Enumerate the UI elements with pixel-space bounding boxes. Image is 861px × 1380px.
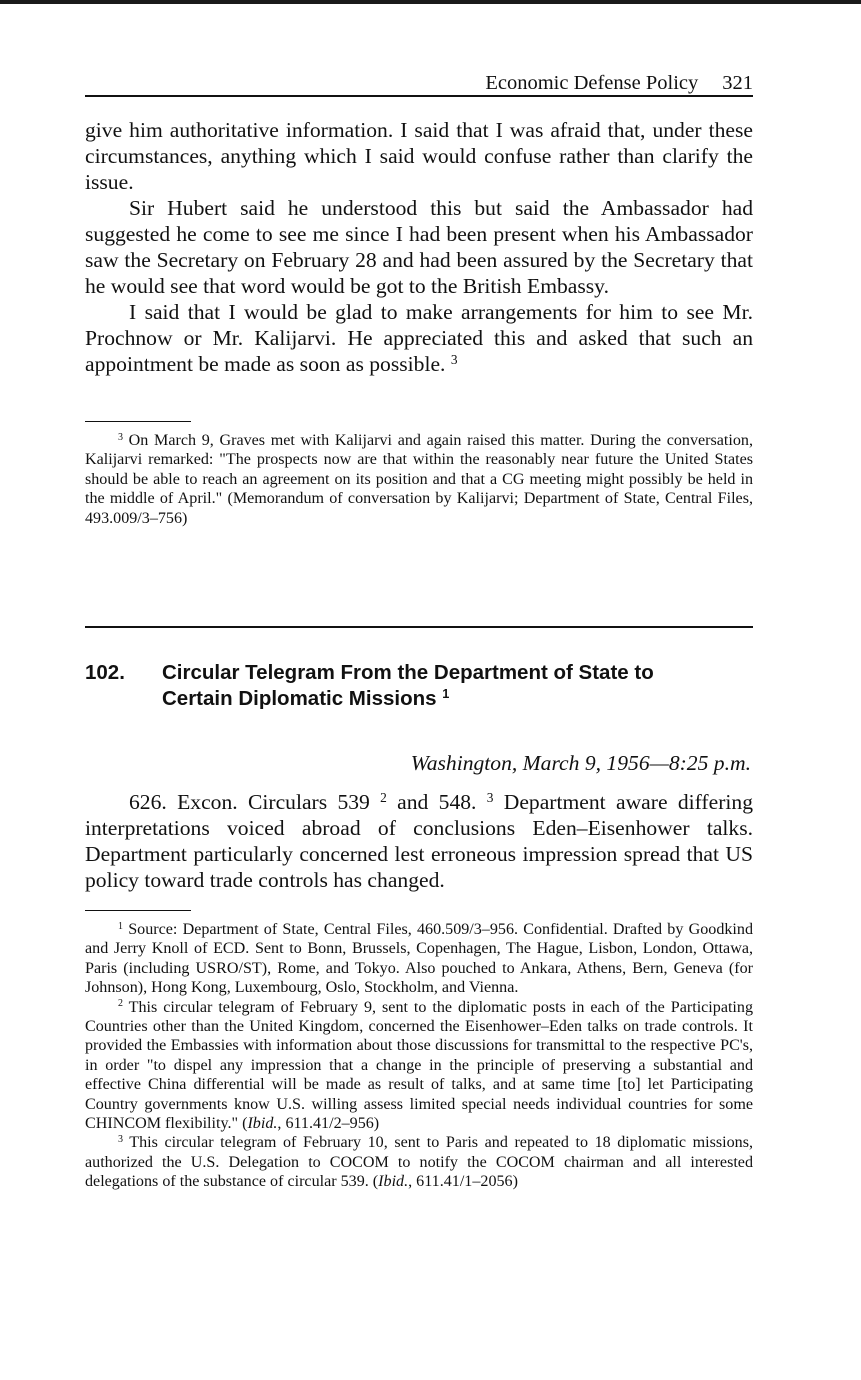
upper-body-text bbox=[85, 117, 753, 377]
paragraph-3 bbox=[85, 299, 753, 377]
document-title-text: Circular Telegram From the Department of State to Certain Diplomatic Missions bbox=[162, 661, 654, 710]
telegram-text-3: Department aware differing interpretations voiced abroad of conclusions Eden–Eisenhower talks. Department particularly concerned lest erroneous impression spread that US policy toward trade controls has changed. bbox=[85, 790, 753, 892]
section-divider bbox=[85, 626, 753, 628]
footnote-2 bbox=[85, 998, 753, 1134]
lower-footnotes bbox=[85, 920, 753, 1192]
footnote-3-upper bbox=[85, 431, 753, 528]
ibid-text: Ibid. bbox=[378, 1173, 409, 1191]
footnote-text: This circular telegram of February 9, sent to the diplomatic posts in each of the Participating Countries other than the United Kingdom, concerned the Eisenhower–Eden talks on trade controls. It provided the Embassies with information about those discussions for transmittal to the respective PC's, in order "to dispel any impression that a change in the principle of preserving a substantial and effective China differential will be made as result of talks, and at same time [to] let Participating Country governments know U.S. willing assess limited special needs individual countries for some CHINCOM flexibility." ( bbox=[85, 998, 753, 1133]
footnote-text-end: , 611.41/1–2056) bbox=[408, 1173, 518, 1191]
paragraph-1: give him authoritative information. I said that I was afraid that, under these circumstances, anything which I said would confuse rather than clarify the issue. bbox=[85, 118, 753, 194]
telegram-body bbox=[85, 789, 753, 893]
upper-footnotes bbox=[85, 431, 753, 528]
footnote-text: Source: Department of State, Central Files, 460.509/3–956. Confidential. Drafted by Goodkind and Jerry Knoll of ECD. Sent to Bonn, Brussels, Copenhagen, The Hague, Lisbon, London, Ottawa, Paris (including USRO/ST), Rome, and Tokyo. Also pouched to Ankara, Athens, Bern, Geneva (for Johnson), Hong Kong, Luxembourg, Oslo, Stockholm, and Vienna. bbox=[85, 921, 753, 997]
document-number: 102. bbox=[85, 661, 125, 684]
footnote-rule-upper bbox=[85, 421, 191, 422]
running-header bbox=[85, 71, 753, 97]
footnote-marker: 3 bbox=[118, 1133, 123, 1145]
paragraph-2: Sir Hubert said he understood this but said the Ambassador had suggested he come to see me since I had been present when his Ambassador saw the Secretary on February 28 and had been assured by the Secretary that he would see that word would be got to the British Embassy. bbox=[85, 196, 753, 298]
footnote-ref-3b: 3 bbox=[486, 789, 494, 805]
footnote-ref-3: 3 bbox=[450, 351, 458, 367]
footnote-text: On March 9, Graves met with Kalijarvi and again raised this matter. During the conversation, Kalijarvi remarked: "The prospects now are that within the reasonably near future the United States should be able to reach an agreement on its position and that a CG meeting might possibly be held in the middle of April." (Memorandum of conversation by Kalijarvi; Department of State, Central Files, 493.009/3–756) bbox=[85, 432, 753, 527]
footnote-rule-lower bbox=[85, 910, 191, 911]
footnote-marker: 1 bbox=[118, 920, 123, 932]
page-number: 321 bbox=[722, 72, 753, 94]
telegram-text-1: 626. Excon. Circulars 539 bbox=[129, 790, 370, 814]
paragraph-3-text: I said that I would be glad to make arrangements for him to see Mr. Prochnow or Mr. Kalijarvi. He appreciated this and asked that such an appointment be made as soon as possible. bbox=[85, 300, 753, 376]
document-title bbox=[162, 660, 722, 712]
telegram-text-2: and 548. bbox=[386, 790, 477, 814]
telegram-paragraph bbox=[85, 789, 753, 893]
ibid-text: Ibid. bbox=[247, 1115, 278, 1133]
title-footnote-ref: 1 bbox=[442, 686, 450, 702]
dateline: Washington, March 9, 1956—8:25 p.m. bbox=[410, 751, 751, 775]
footnote-marker: 2 bbox=[118, 998, 123, 1010]
footnote-ref-2: 2 bbox=[380, 789, 387, 805]
footnote-text-end: , 611.41/2–956) bbox=[277, 1115, 380, 1133]
footnote-marker: 3 bbox=[118, 431, 123, 443]
footnote-3 bbox=[85, 1133, 753, 1191]
running-title: Economic Defense Policy bbox=[485, 72, 699, 94]
scan-top-edge bbox=[0, 0, 861, 4]
footnote-1 bbox=[85, 920, 753, 998]
footnote-text: This circular telegram of February 10, sent to Paris and repeated to 18 diplomatic missions, authorized the U.S. Delegation to COCOM to notify the COCOM chairman and all interested delegations of the substance of circular 539. ( bbox=[85, 1134, 754, 1191]
